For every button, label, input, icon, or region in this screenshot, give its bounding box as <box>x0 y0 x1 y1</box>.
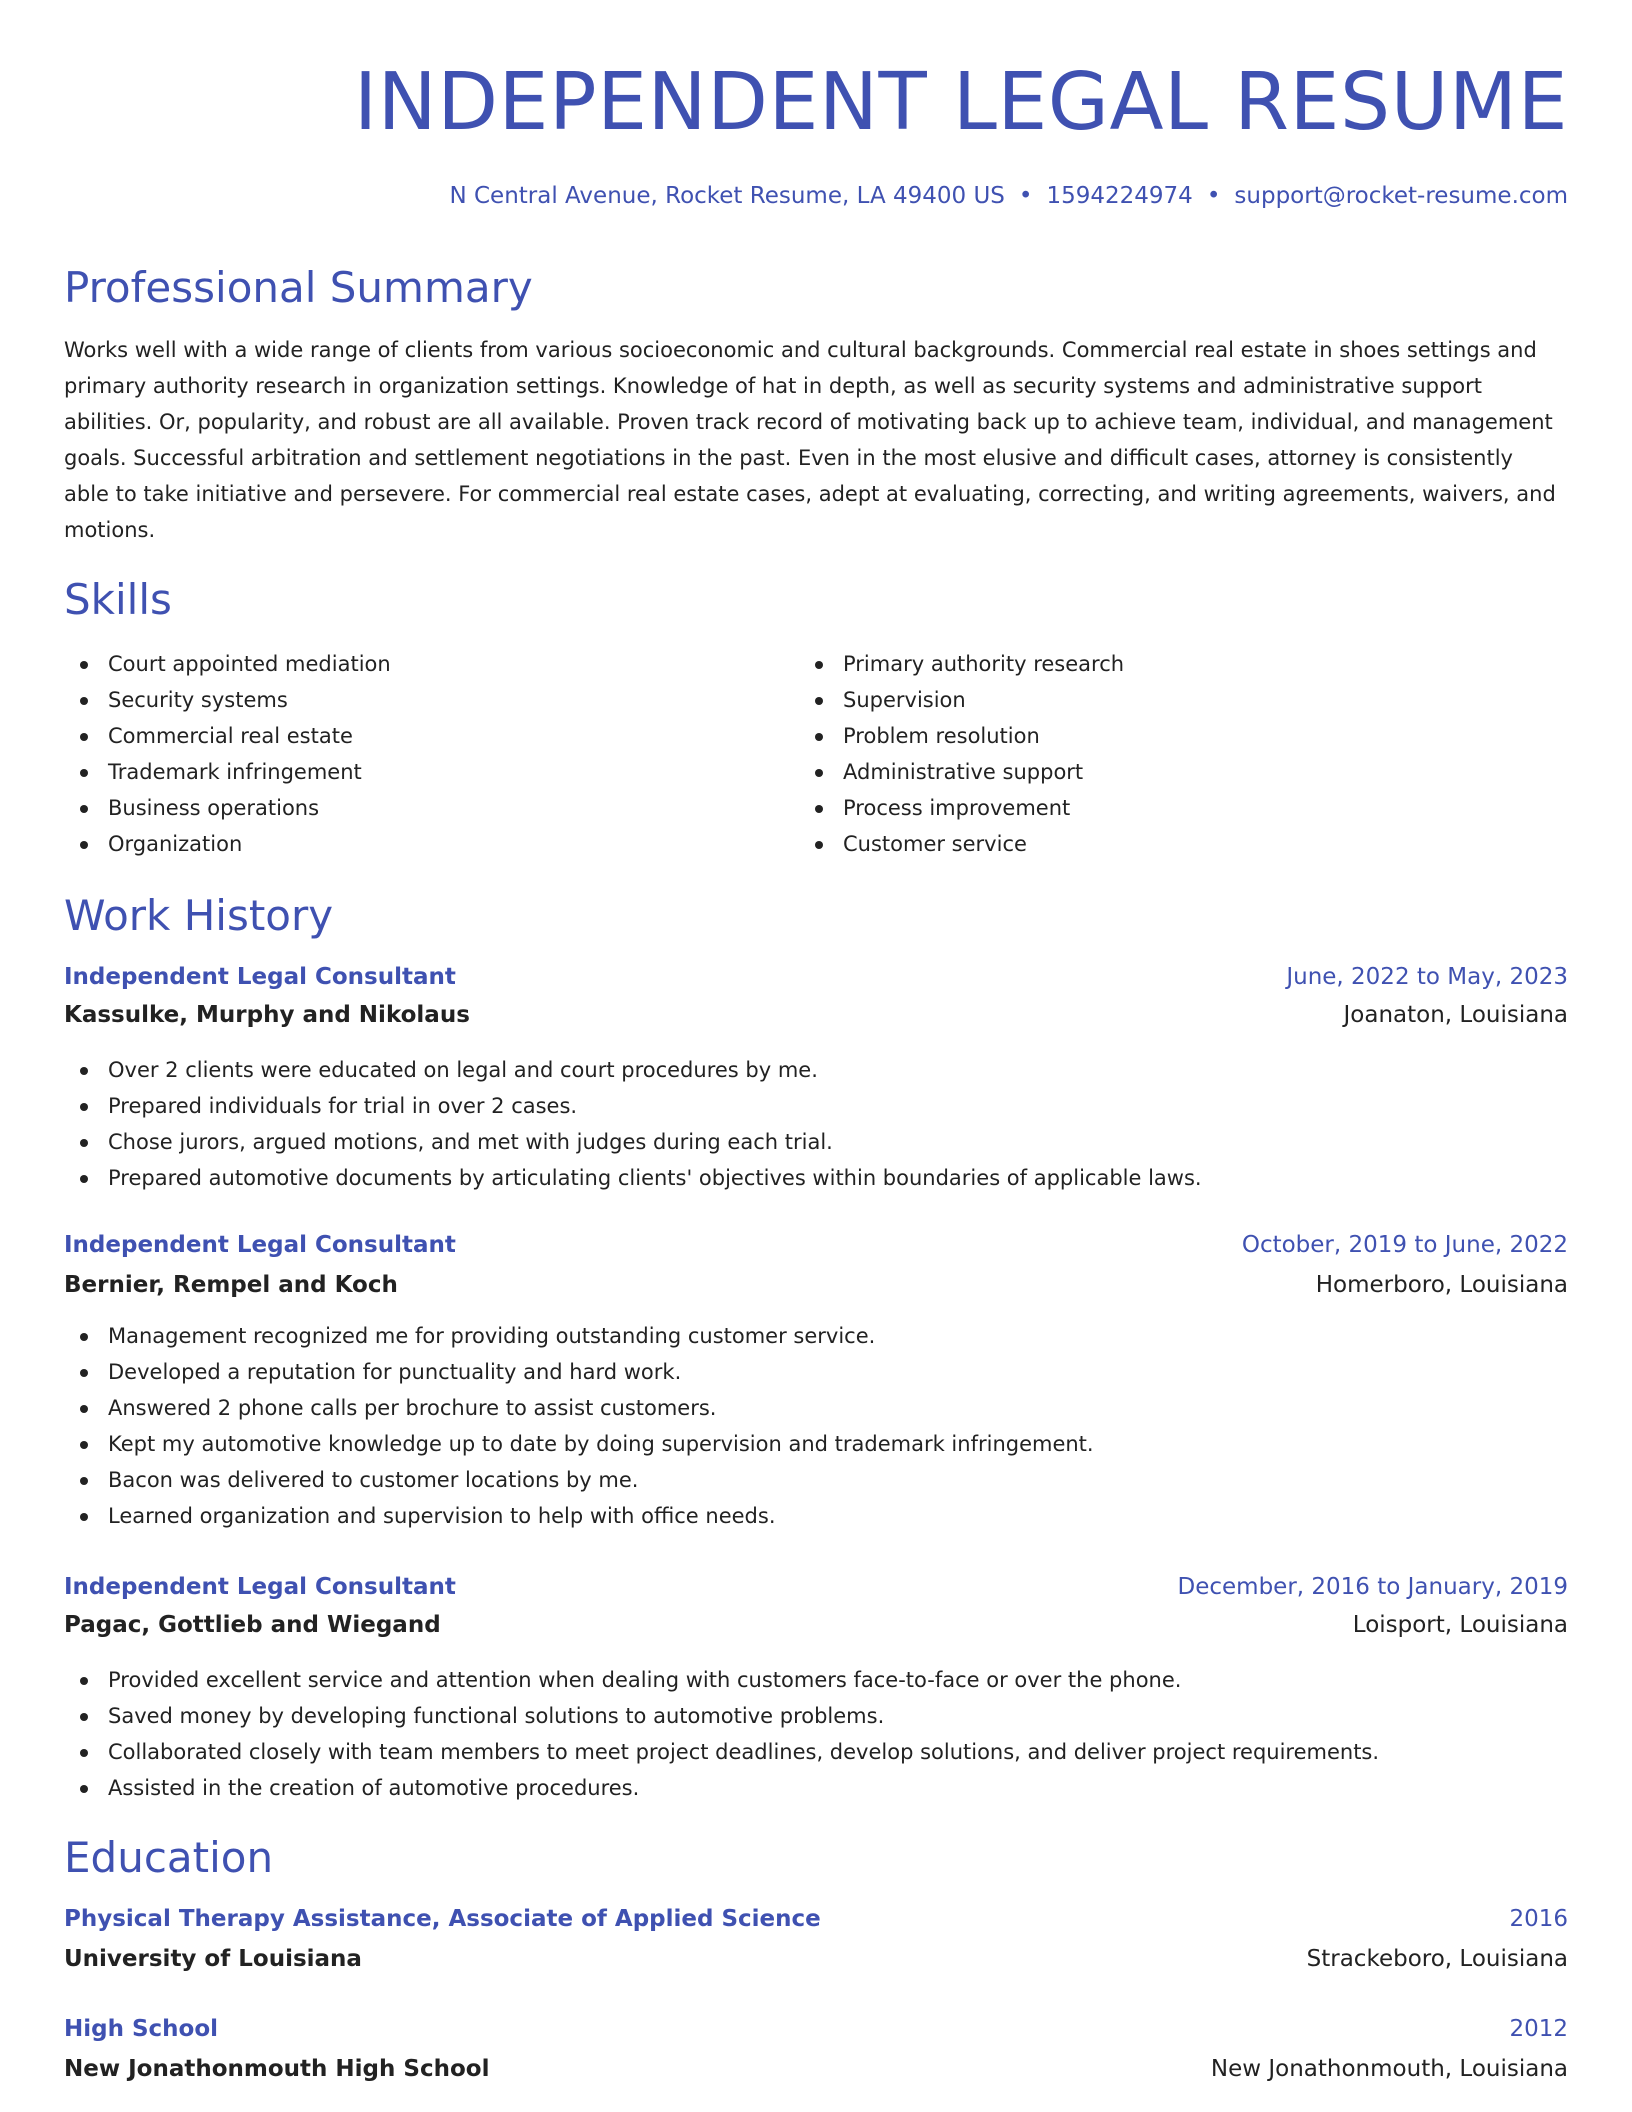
skill-item: Court appointed mediation <box>64 646 391 682</box>
skill-item: Primary authority research <box>799 646 1124 682</box>
job-bullet: Developed a reputation for punctuality and hard work. <box>64 1354 1094 1390</box>
job-role: Independent Legal Consultant <box>64 964 456 990</box>
job-role: Independent Legal Consultant <box>64 1232 456 1258</box>
job-bullets <box>64 1662 1379 1806</box>
skill-item: Customer service <box>799 826 1124 862</box>
job-subheader <box>64 1268 1568 1302</box>
job-bullets <box>64 1052 1202 1196</box>
job-role: Independent Legal Consultant <box>64 1574 456 1600</box>
skill-item: Problem resolution <box>799 718 1124 754</box>
job-header <box>64 960 1568 994</box>
skill-item: Organization <box>64 826 391 862</box>
job-bullet: Bacon was delivered to customer locations by me. <box>64 1462 1094 1498</box>
contact-phone: 1594224974 <box>1046 183 1193 209</box>
contact-email: support@rocket-resume.com <box>1234 183 1568 209</box>
education-location: New Jonathonmouth, Louisiana <box>1210 2056 1568 2082</box>
education-subheader <box>64 2052 1568 2086</box>
job-bullet: Collaborated closely with team members to meet project deadlines, develop solutions, and deliver project requirements. <box>64 1734 1379 1770</box>
job-bullet: Prepared individuals for trial in over 2 cases. <box>64 1088 1202 1124</box>
section-title-education: Education <box>64 1833 274 1882</box>
job-dates: October, 2019 to June, 2022 <box>1241 1232 1568 1258</box>
job-bullet: Prepared automotive documents by articulating clients' objectives within boundaries of applicable laws. <box>64 1160 1202 1196</box>
skill-item: Supervision <box>799 682 1124 718</box>
job-header <box>64 1570 1568 1604</box>
education-header <box>64 2012 1568 2046</box>
skills-column-left <box>64 646 391 862</box>
section-title-summary: Professional Summary <box>64 263 533 312</box>
contact-address: N Central Avenue, Rocket Resume, LA 49400 US <box>449 183 1005 209</box>
job-location: Joanaton, Louisiana <box>1343 1002 1568 1028</box>
job-company: Kassulke, Murphy and Nikolaus <box>64 1002 470 1028</box>
job-bullet: Assisted in the creation of automotive procedures. <box>64 1770 1379 1806</box>
resume-title: INDEPENDENT LEGAL RESUME <box>353 56 1568 148</box>
job-bullet: Kept my automotive knowledge up to date by doing supervision and trademark infringement. <box>64 1426 1094 1462</box>
job-bullet: Saved money by developing functional solutions to automotive problems. <box>64 1698 1379 1734</box>
education-location: Strackeboro, Louisiana <box>1306 1946 1568 1972</box>
job-bullet: Over 2 clients were educated on legal and court procedures by me. <box>64 1052 1202 1088</box>
education-degree: Physical Therapy Assistance, Associate of Applied Science <box>64 1906 821 1932</box>
skill-item: Commercial real estate <box>64 718 391 754</box>
section-title-skills: Skills <box>64 575 172 624</box>
education-header <box>64 1902 1568 1936</box>
education-year: 2012 <box>1509 2016 1568 2042</box>
job-location: Homerboro, Louisiana <box>1315 1272 1568 1298</box>
job-bullet: Management recognized me for providing outstanding customer service. <box>64 1318 1094 1354</box>
skill-item: Administrative support <box>799 754 1124 790</box>
job-bullet: Answered 2 phone calls per brochure to assist customers. <box>64 1390 1094 1426</box>
skills-column-right <box>799 646 1124 862</box>
job-company: Bernier, Rempel and Koch <box>64 1272 398 1298</box>
job-header <box>64 1228 1568 1262</box>
skill-item: Trademark infringement <box>64 754 391 790</box>
education-school: New Jonathonmouth High School <box>64 2056 490 2082</box>
contact-separator: • <box>1018 183 1033 209</box>
education-school: University of Louisiana <box>64 1946 362 1972</box>
job-bullet: Learned organization and supervision to help with office needs. <box>64 1498 1094 1534</box>
job-bullets <box>64 1318 1094 1534</box>
job-bullet: Chose jurors, argued motions, and met with judges during each trial. <box>64 1124 1202 1160</box>
skill-item: Business operations <box>64 790 391 826</box>
job-bullet: Provided excellent service and attention when dealing with customers face-to-face or over the phone. <box>64 1662 1379 1698</box>
education-degree: High School <box>64 2016 219 2042</box>
job-company: Pagac, Gottlieb and Wiegand <box>64 1612 441 1638</box>
skill-item: Process improvement <box>799 790 1124 826</box>
job-dates: June, 2022 to May, 2023 <box>1286 964 1568 990</box>
job-dates: December, 2016 to January, 2019 <box>1177 1574 1568 1600</box>
skill-item: Security systems <box>64 682 391 718</box>
job-subheader <box>64 998 1568 1032</box>
summary-text: Works well with a wide range of clients from various socioeconomic and cultural backgrounds. Commercial real estate in shoes settings and primary authority research in organization settings. Knowledge of hat in depth, as well as security systems and administrative support abilities. Or, popularity, and robust are all available. Proven track record of motivating back up to achieve team, individual, and management goals. Successful arbitration and settlement negotiations in the past. Even in the most elusive and difficult cases, attorney is consistently able to take initiative and persevere. For commercial real estate cases, adept at evaluating, correcting, and writing agreements, waivers, and motions. <box>64 338 1556 542</box>
education-subheader <box>64 1942 1568 1976</box>
job-location: Loisport, Louisiana <box>1352 1612 1568 1638</box>
contact-separator: • <box>1206 183 1221 209</box>
contact-line <box>449 180 1568 212</box>
job-subheader <box>64 1608 1568 1642</box>
section-title-work-history: Work History <box>64 891 334 940</box>
education-year: 2016 <box>1509 1906 1568 1932</box>
